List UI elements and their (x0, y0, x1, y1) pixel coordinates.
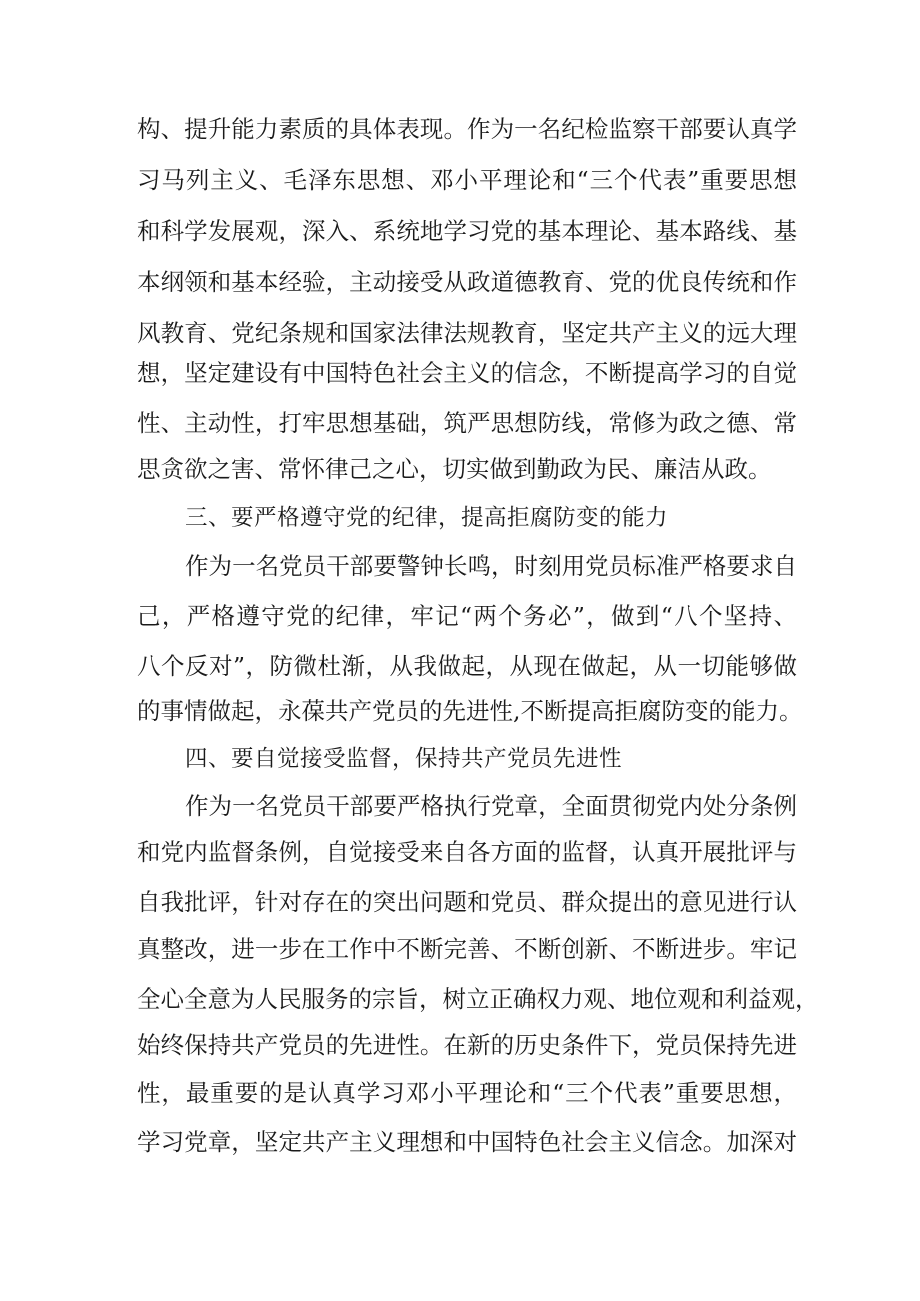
body-text-line: 和科学发展观，深入、系统地学习党的基本理论、基本路线、基 (137, 217, 797, 245)
section-heading-4: 四、要自觉接受监督，保持共产党员先进性 (185, 746, 623, 772)
body-text-line: 始终保持共产党员的先进性。在新的历史条件下，党员保持先进 (137, 1031, 797, 1059)
body-text-line: 想，坚定建设有中国特色社会主义的信念，不断提高学习的自觉 (137, 359, 797, 387)
body-text-line: 学习党章，坚定共产主义理想和中国特色社会主义信念。加深对 (137, 1128, 797, 1156)
body-text-line: 和党内监督条例，自觉接受来自各方面的监督，认真开展批评与 (137, 838, 797, 866)
body-text-line: 作为一名党员干部要严格执行党章，全面贯彻党内处分条例 (185, 792, 797, 820)
body-text-line: 本纲领和基本经验，主动接受从政道德教育、党的优良传统和作 (137, 268, 797, 296)
body-text-line: 八个反对”，防微杜渐，从我做起，从现在做起，从一切能够做 (137, 652, 797, 680)
body-text-line: 习马列主义、毛泽东思想、邓小平理论和“三个代表”重要思想 (137, 166, 797, 194)
body-text-line: 性，最重要的是认真学习邓小平理论和“三个代表”重要思想， (137, 1079, 797, 1107)
body-text-line: 的事情做起，永葆共产党员的先进性,不断提高拒腐防变的能力。 (137, 697, 803, 725)
body-text-line: 己，严格遵守党的纪律，牢记“两个务必”，做到“八个坚持、 (137, 602, 797, 630)
body-text-line: 作为一名党员干部要警钟长鸣，时刻用党员标准严格要求自 (185, 552, 797, 580)
body-text-line: 构、提升能力素质的具体表现。作为一名纪检监察干部要认真学 (137, 115, 797, 143)
section-heading-3: 三、要严格遵守党的纪律，提高拒腐防变的能力 (185, 505, 669, 531)
body-text-line: 自我批评，针对存在的突出问题和党员、群众提出的意见进行认 (137, 888, 797, 916)
body-text-line: 风教育、党纪条规和国家法律法规教育，坚定共产主义的远大理 (137, 319, 797, 347)
body-text-line: 性、主动性，打牢思想基础，筑严思想防线，常修为政之德、常 (137, 409, 797, 437)
body-text-line: 思贪欲之害、常怀律己之心，切实做到勤政为民、廉洁从政。 (137, 455, 772, 483)
body-text-line: 全心全意为人民服务的宗旨，树立正确权力观、地位观和利益观， (137, 985, 819, 1013)
body-text-line: 真整改，进一步在工作中不断完善、不断创新、不断进步。牢记 (137, 935, 797, 963)
